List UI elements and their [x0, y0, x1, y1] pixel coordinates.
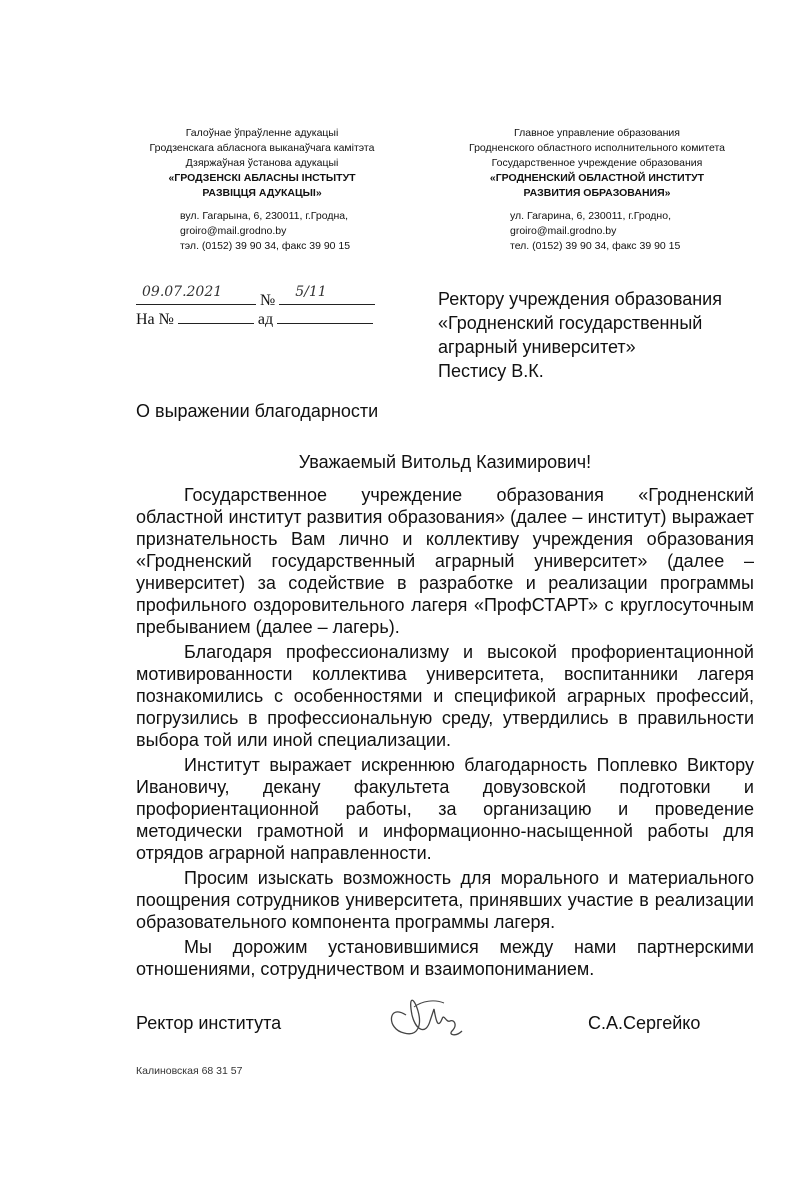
letter-subject: О выражении благодарности: [136, 401, 379, 421]
handwritten-signature: [378, 985, 468, 1045]
letterhead-belarusian: [132, 126, 392, 254]
header-line: Гродзенскага абласнога выканаўчага камітэта: [149, 142, 375, 154]
reply-line: [136, 307, 373, 329]
phone-line: тел. (0152) 39 90 34, факс 39 90 15: [510, 240, 681, 252]
executor-contact: Калиновская 68 31 57: [136, 1065, 243, 1077]
letter-body: [136, 484, 754, 983]
reply-date-field: [277, 307, 373, 324]
number-label: №: [260, 292, 276, 309]
date-field: [136, 284, 256, 305]
recipient-line: «Гродненский государственный: [438, 313, 703, 333]
signatory-title: Ректор института: [136, 1013, 282, 1033]
org-name-line: «ГРОДЗЕНСКІ АБЛАСНЫ ІНСТЫТУТ: [168, 172, 356, 184]
body-paragraph: Благодаря профессионализму и высокой профориентационной мотивированности коллектива университета, воспитанники лагеря познакомились с особенностями и спецификой аграрных профессий, погрузились в профессиональную среду, утвердились в правильности выбора той или иной специализации.: [136, 642, 754, 750]
salutation: Уважаемый Витольд Казимирович!: [298, 452, 592, 472]
header-line: Гродненского областного исполнительного комитета: [469, 142, 725, 154]
body-paragraph: Мы дорожим установившимися между нами партнерскими отношениями, сотрудничеством и взаимопониманием.: [136, 937, 754, 979]
body-paragraph: Государственное учреждение образования «Гродненский областной институт развития образования» (далее – институт) выражает признательность Вам лично и коллективу учреждения образования «Гродненский государственный аграрный университет» (далее – университет) за содействие в разработке и реализации программы профильного оздоровительного лагеря «ПрофСТАРТ» с круглосуточным пребыванием (далее – лагерь).: [136, 485, 754, 637]
recipient-block: [438, 287, 722, 383]
signatory-name: С.А.Сергейко: [588, 1013, 701, 1033]
org-address: [132, 209, 392, 254]
header-line: Государственное учреждение образования: [491, 157, 703, 169]
address-line: вул. Гагарына, 6, 230011, г.Гродна,: [180, 210, 349, 222]
recipient-line: Ректору учреждения образования: [438, 289, 722, 309]
body-paragraph: Институт выражает искреннюю благодарность Поплевко Виктору Ивановичу, декану факультета довузовской подготовки и профориентационной работы, за организацию и проведение методически грамотной и информационно-насыщенной работы для отрядов аграрной направленности.: [136, 755, 754, 863]
header-line: Дзяржаўная ўстанова адукацыі: [185, 157, 339, 169]
number-field: [279, 284, 375, 305]
header-line: Галоўнае ўпраўленне адукацыі: [185, 127, 339, 139]
reply-number-field: [178, 307, 254, 324]
org-name-line: РАЗВИТИЯ ОБРАЗОВАНИЯ»: [523, 187, 671, 199]
phone-line: тэл. (0152) 39 90 34, факс 39 90 15: [180, 240, 351, 252]
email-line: groiro@mail.grodno.by: [180, 225, 287, 237]
from-label: ад: [257, 311, 274, 328]
reply-label: На №: [136, 311, 174, 328]
org-name-line: «ГРОДНЕНСКИЙ ОБЛАСТНОЙ ИНСТИТУТ: [489, 172, 705, 184]
address-line: ул. Гагарина, 6, 230011, г.Гродно,: [510, 210, 671, 222]
body-paragraph: Просим изыскать возможность для морального и материального поощрения сотрудников университета, принявших участие в реализации образовательного компонента программы лагеря.: [136, 868, 754, 932]
org-name-line: РАЗВІЦЦЯ АДУКАЦЫІ»: [202, 187, 322, 199]
header-line: Главное управление образования: [514, 127, 680, 139]
registration-number: 5/11: [295, 284, 327, 300]
registration-date: 09.07.2021: [142, 284, 223, 300]
email-line: groiro@mail.grodno.by: [510, 225, 617, 237]
recipient-line: аграрный университет»: [438, 337, 636, 357]
org-address: [452, 209, 742, 254]
letterhead-russian: [452, 126, 742, 254]
recipient-line: Пестису В.К.: [438, 361, 544, 381]
